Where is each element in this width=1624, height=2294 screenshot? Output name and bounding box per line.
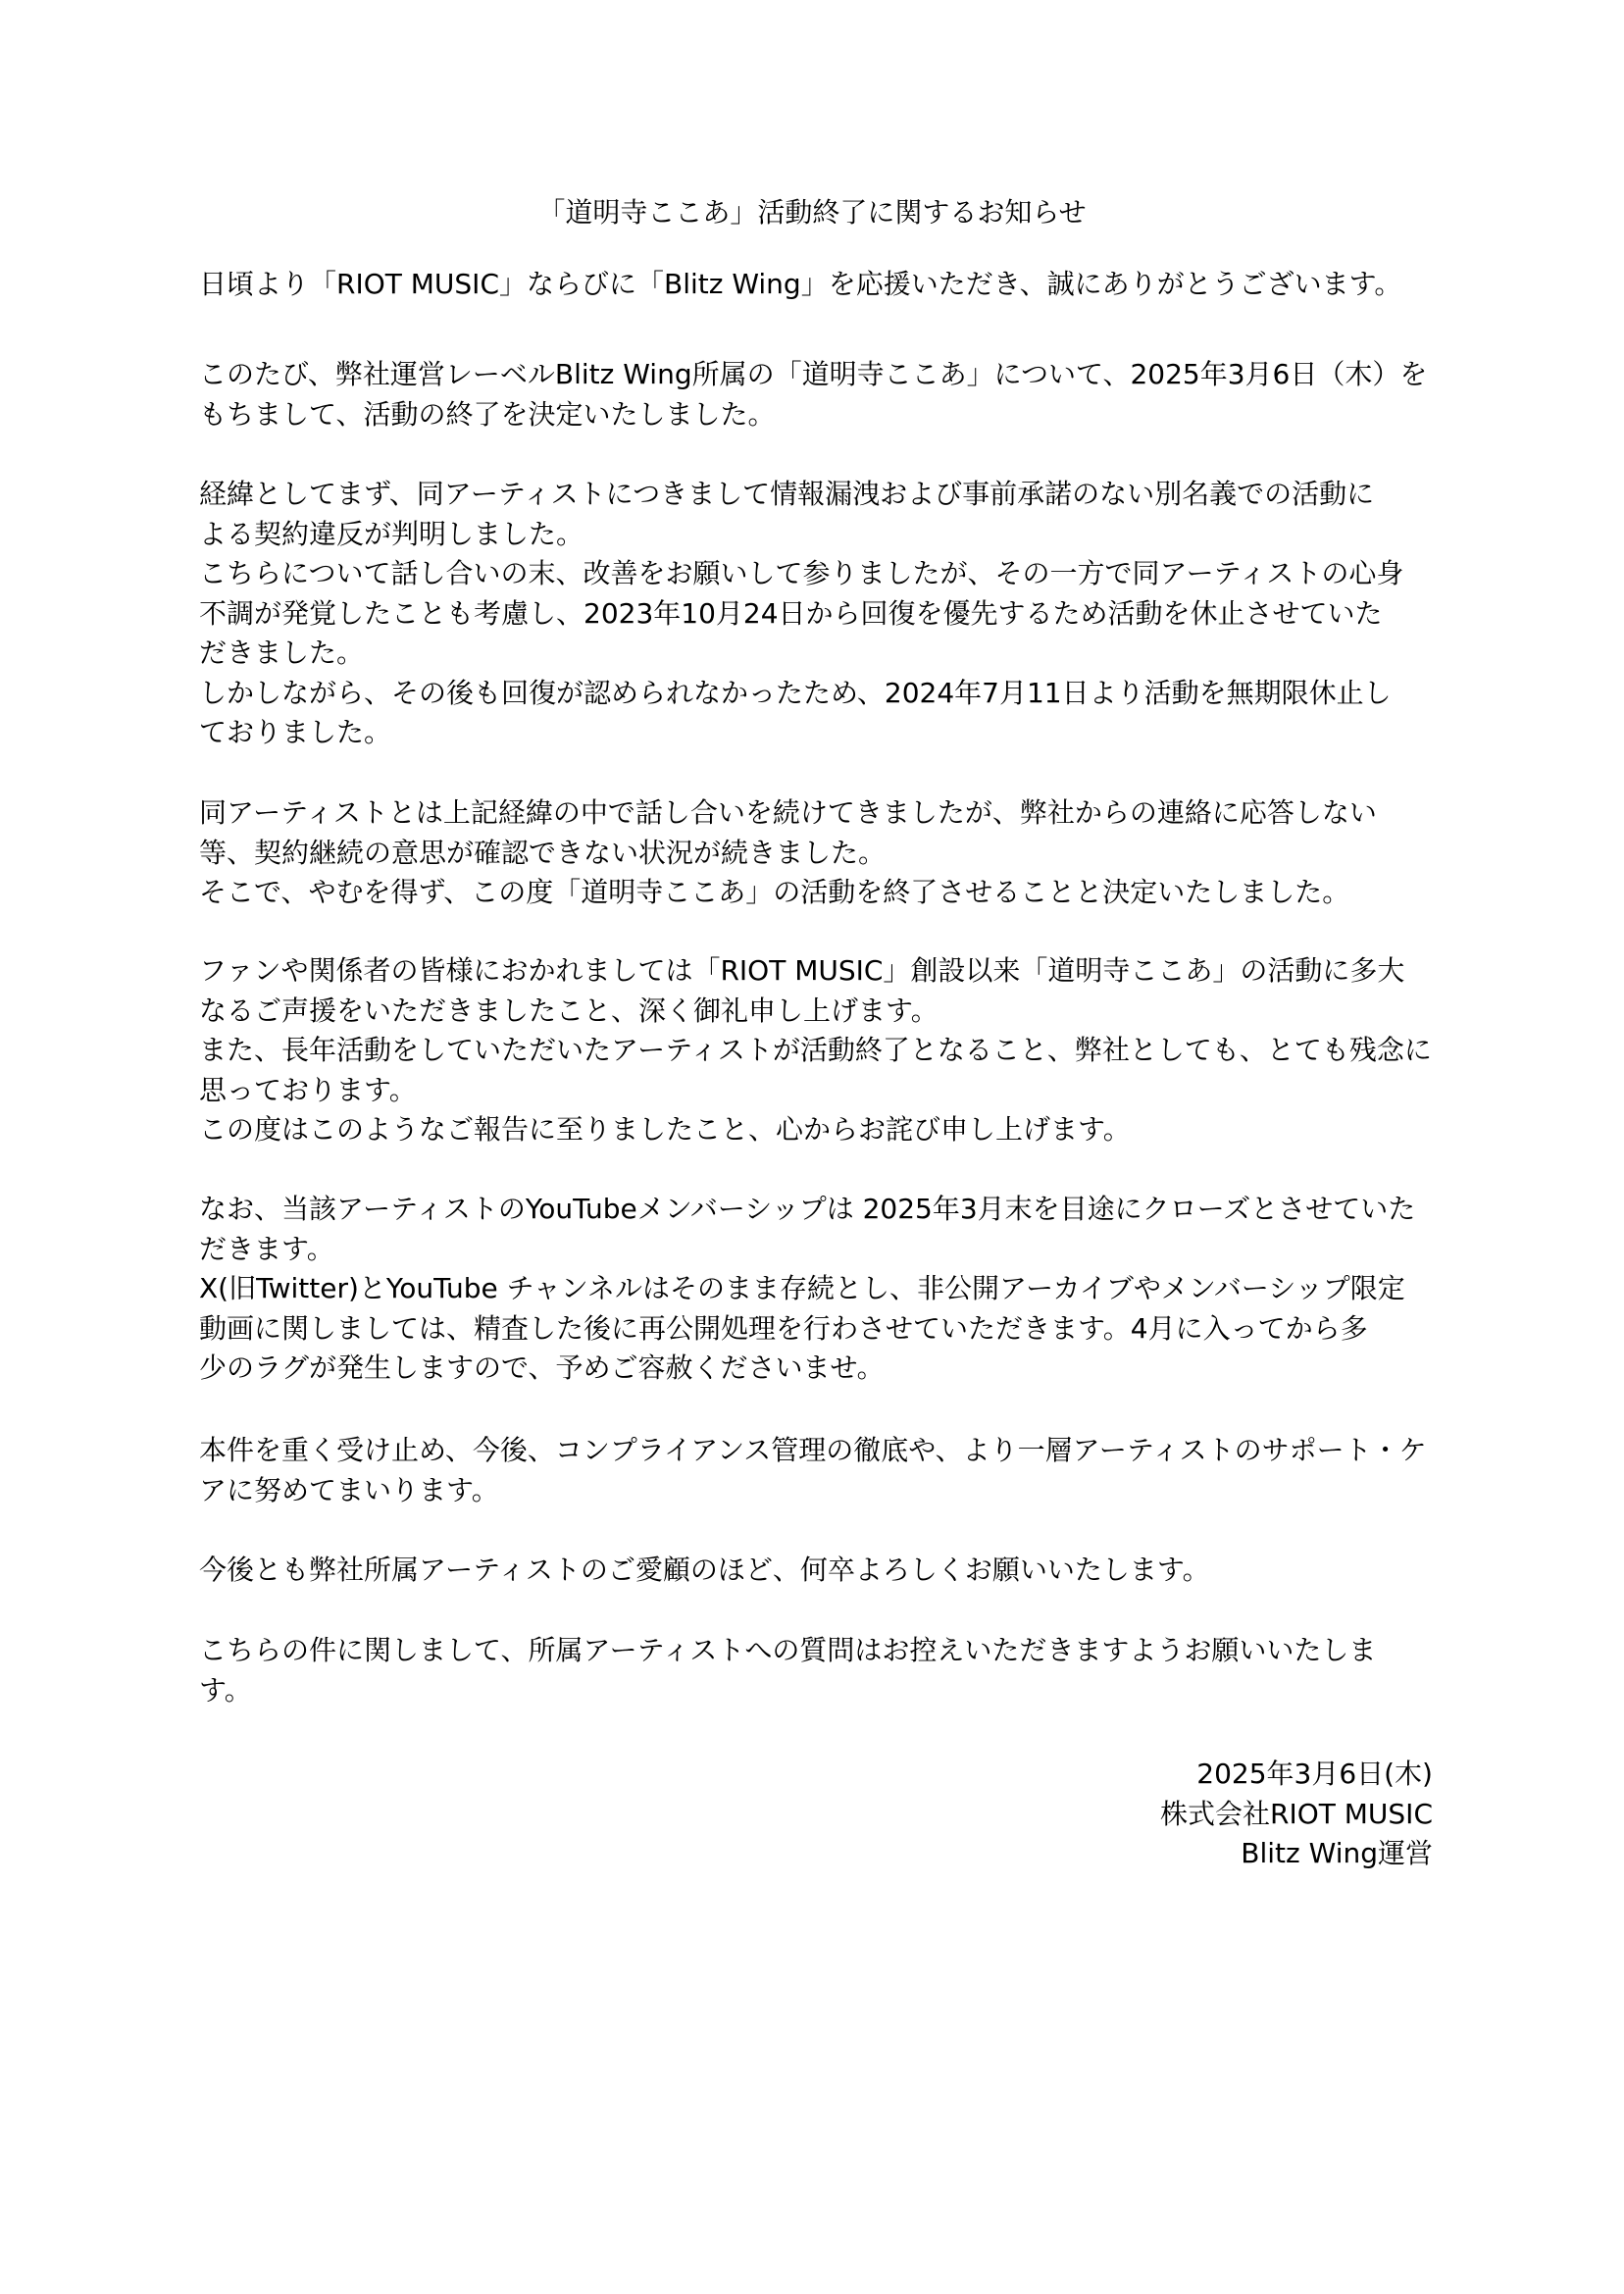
paragraph-4-line: 同アーティストとは上記経緯の中で話し合いを続けてきましたが、弊社からの連絡に応答しない <box>199 796 1377 829</box>
paragraph-6-line: X(旧Twitter)とYouTube チャンネルはそのまま存続とし、非公開アーカイブやメンバーシップ限定 <box>199 1272 1405 1304</box>
paragraph-4-line: そこで、やむを得ず、この度「道明寺ここあ」の活動を終了させることと決定いたしました。 <box>199 876 1350 908</box>
paragraph-3-line: よる契約違反が判明しました。 <box>199 517 584 550</box>
signature-block <box>746 1755 1433 1874</box>
paragraph-3-line: こちらについて話し合いの末、改善をお願いして参りましたが、その一方で同アーティストの心身 <box>199 557 1404 589</box>
paragraph-2-line: もちまして、活動の終了を決定いたしました。 <box>199 397 776 431</box>
signature-date: 2025年3月6日(木) <box>1196 1758 1433 1790</box>
paragraph-2-line: このたび、弊社運営レーベルBlitz Wing所属の「道明寺ここあ」について、2025年3月6日（木）を <box>199 358 1428 390</box>
paragraph-3-line: ておりました。 <box>199 716 392 748</box>
paragraph-3-line: 不調が発覚したことも考慮し、2023年10月24日から回復を優先するため活動を休止させていた <box>199 596 1383 630</box>
paragraph-5-line: なるご声援をいただきましたこと、深く御礼申し上げます。 <box>199 994 939 1027</box>
paragraph-5-line: 思っております。 <box>199 1073 417 1106</box>
paragraph-5-line: また、長年活動をしていただいたアーティストが活動終了となること、弊社としても、とても残念に <box>199 1034 1432 1066</box>
paragraph-4-line: 等、契約継続の意思が確認できない状況が続きました。 <box>199 836 887 869</box>
signature-company: 株式会社RIOT MUSIC <box>1160 1797 1433 1830</box>
paragraph-6-line: 少のラグが発生しますので、予めご容赦くださいませ。 <box>199 1351 885 1384</box>
document-title: 「道明寺ここあ」活動終了に関するお知らせ <box>537 196 1087 229</box>
paragraph-3-line: しかしながら、その後も回復が認められなかったため、2024年7月11日より活動を無期限休止し <box>199 676 1392 709</box>
paragraph-8-line: 今後とも弊社所属アーティストのご愛顧のほど、何卒よろしくお願いいたします。 <box>199 1554 1210 1586</box>
paragraph-7-line: 本件を重く受け止め、今後、コンプライアンス管理の徹底や、より一層アーティストのサポート・ケ <box>199 1434 1427 1466</box>
paragraph-6-line: 動画に関しましては、精査した後に再公開処理を行わさせていただきます。4月に入ってから多 <box>199 1311 1368 1345</box>
paragraph-9-line: こちらの件に関しまして、所属アーティストへの質問はお控えいただきますようお願いいたしま <box>199 1634 1377 1666</box>
paragraph-6-line: なお、当該アーティストのYouTubeメンバーシップは 2025年3月末を目途にクローズとさせていた <box>199 1193 1416 1225</box>
paragraph-7-line: アに努めてまいります。 <box>199 1473 499 1506</box>
paragraph-6-line: だきます。 <box>199 1232 334 1265</box>
paragraph-9-line: す。 <box>199 1673 252 1707</box>
paragraph-3-line: だきました。 <box>199 637 365 669</box>
signature-department: Blitz Wing運営 <box>1241 1837 1433 1869</box>
paragraph-5-line: ファンや関係者の皆様におかれましては「RIOT MUSIC」創設以来「道明寺ここあ」の活動に多大 <box>199 954 1405 987</box>
paragraph-3-line: 経緯としてまず、同アーティストにつきまして情報漏洩および事前承諾のない別名義での活動に <box>199 478 1375 510</box>
paragraph-1-line: 日頃より「RIOT MUSIC」ならびに「Blitz Wing」を応援いただき、誠にありがとうございます。 <box>199 268 1402 300</box>
paragraph-5-line: この度はこのようなご報告に至りましたこと、心からお詫び申し上げます。 <box>199 1113 1131 1146</box>
